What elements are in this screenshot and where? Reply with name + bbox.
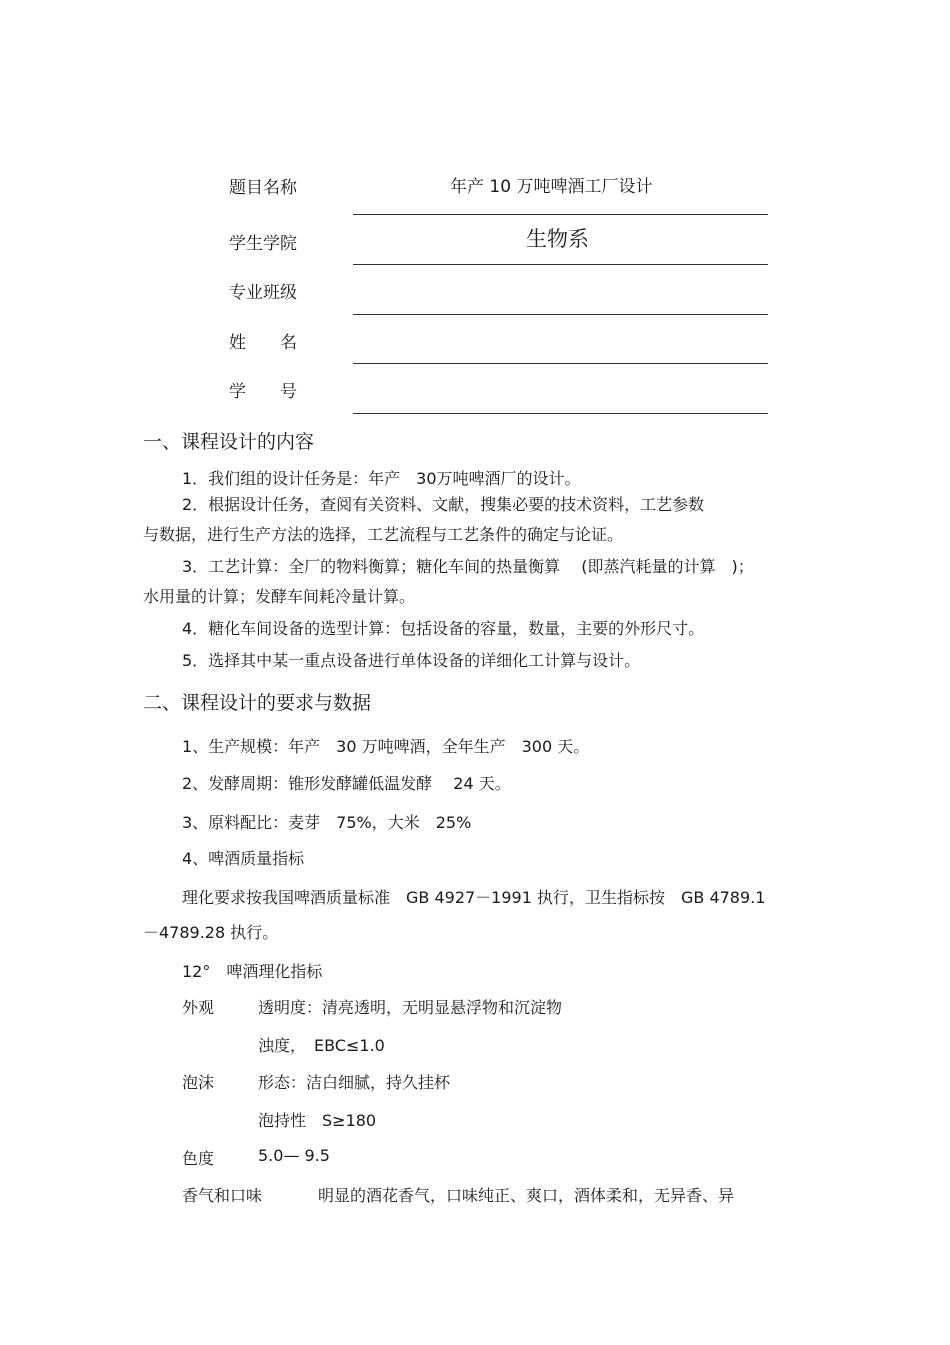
appearance-label: 外观 <box>182 998 215 1017</box>
foam-retention: 泡持性 S≥180 <box>258 1111 377 1130</box>
section2-heading: 二、课程设计的要求与数据 <box>143 692 372 714</box>
title-value: 年产 10 万吨啤酒工厂设计 <box>450 177 653 197</box>
foam-form: 形态：洁白细腻，持久挂杯 <box>258 1073 451 1092</box>
name-label: 姓 名 <box>229 333 297 353</box>
quality-standard-line2: －4789.28 执行。 <box>143 923 279 942</box>
section1-item5: 5．选择其中某一重点设备进行单体设备的详细化工计算与设计。 <box>182 651 641 670</box>
requirement-4: 4、啤酒质量指标 <box>182 849 305 868</box>
title-underline <box>353 214 768 215</box>
index-subtitle: 12° 啤酒理化指标 <box>182 962 323 981</box>
foam-label: 泡沫 <box>182 1073 215 1092</box>
class-label: 专业班级 <box>229 283 297 303</box>
college-label: 学生学院 <box>229 234 297 254</box>
class-underline <box>353 314 768 315</box>
section1-item2-line1: 2．根据设计任务，查阅有关资料、文献，搜集必要的技术资料，工艺参数 <box>182 495 705 514</box>
section1-item2-line2: 与数据，进行生产方法的选择，工艺流程与工艺条件的确定与论证。 <box>143 525 624 544</box>
id-underline <box>353 413 768 414</box>
title-label: 题目名称 <box>229 178 297 198</box>
name-underline <box>353 363 768 364</box>
appearance-clarity: 透明度：清亮透明，无明显悬浮物和沉淀物 <box>258 998 563 1017</box>
color-label: 色度 <box>182 1149 215 1168</box>
quality-standard-line1: 理化要求按我国啤酒质量标准 GB 4927－1991 执行，卫生指标按 GB 4789.1 <box>182 888 766 907</box>
requirement-2: 2、发酵周期：锥形发酵罐低温发酵 24 天。 <box>182 774 511 793</box>
college-value: 生物系 <box>526 227 589 251</box>
college-underline <box>353 264 768 265</box>
section1-item4: 4．糖化车间设备的选型计算：包括设备的容量，数量，主要的外形尺寸。 <box>182 619 705 638</box>
section1-item3-line2: 水用量的计算；发酵车间耗冷量计算。 <box>143 587 416 606</box>
color-value: 5.0— 9.5 <box>258 1146 330 1165</box>
id-label: 学 号 <box>229 382 297 402</box>
requirement-1: 1、生产规模：年产 30 万吨啤酒，全年生产 300 天。 <box>182 737 590 756</box>
section1-item1: 1．我们组的设计任务是：年产 30万吨啤酒厂的设计。 <box>182 469 581 488</box>
requirement-3: 3、原料配比：麦芽 75%，大米 25% <box>182 813 472 832</box>
aroma-value: 明显的酒花香气，口味纯正、爽口，酒体柔和，无异香、异 <box>318 1186 735 1205</box>
aroma-label: 香气和口味 <box>182 1186 263 1205</box>
appearance-turbidity: 浊度， EBC≤1.0 <box>258 1036 385 1055</box>
section1-item3-line1: 3．工艺计算：全厂的物料衡算；糖化车间的热量衡算 (即蒸汽耗量的计算 )； <box>182 557 754 576</box>
section1-heading: 一、课程设计的内容 <box>143 431 315 453</box>
